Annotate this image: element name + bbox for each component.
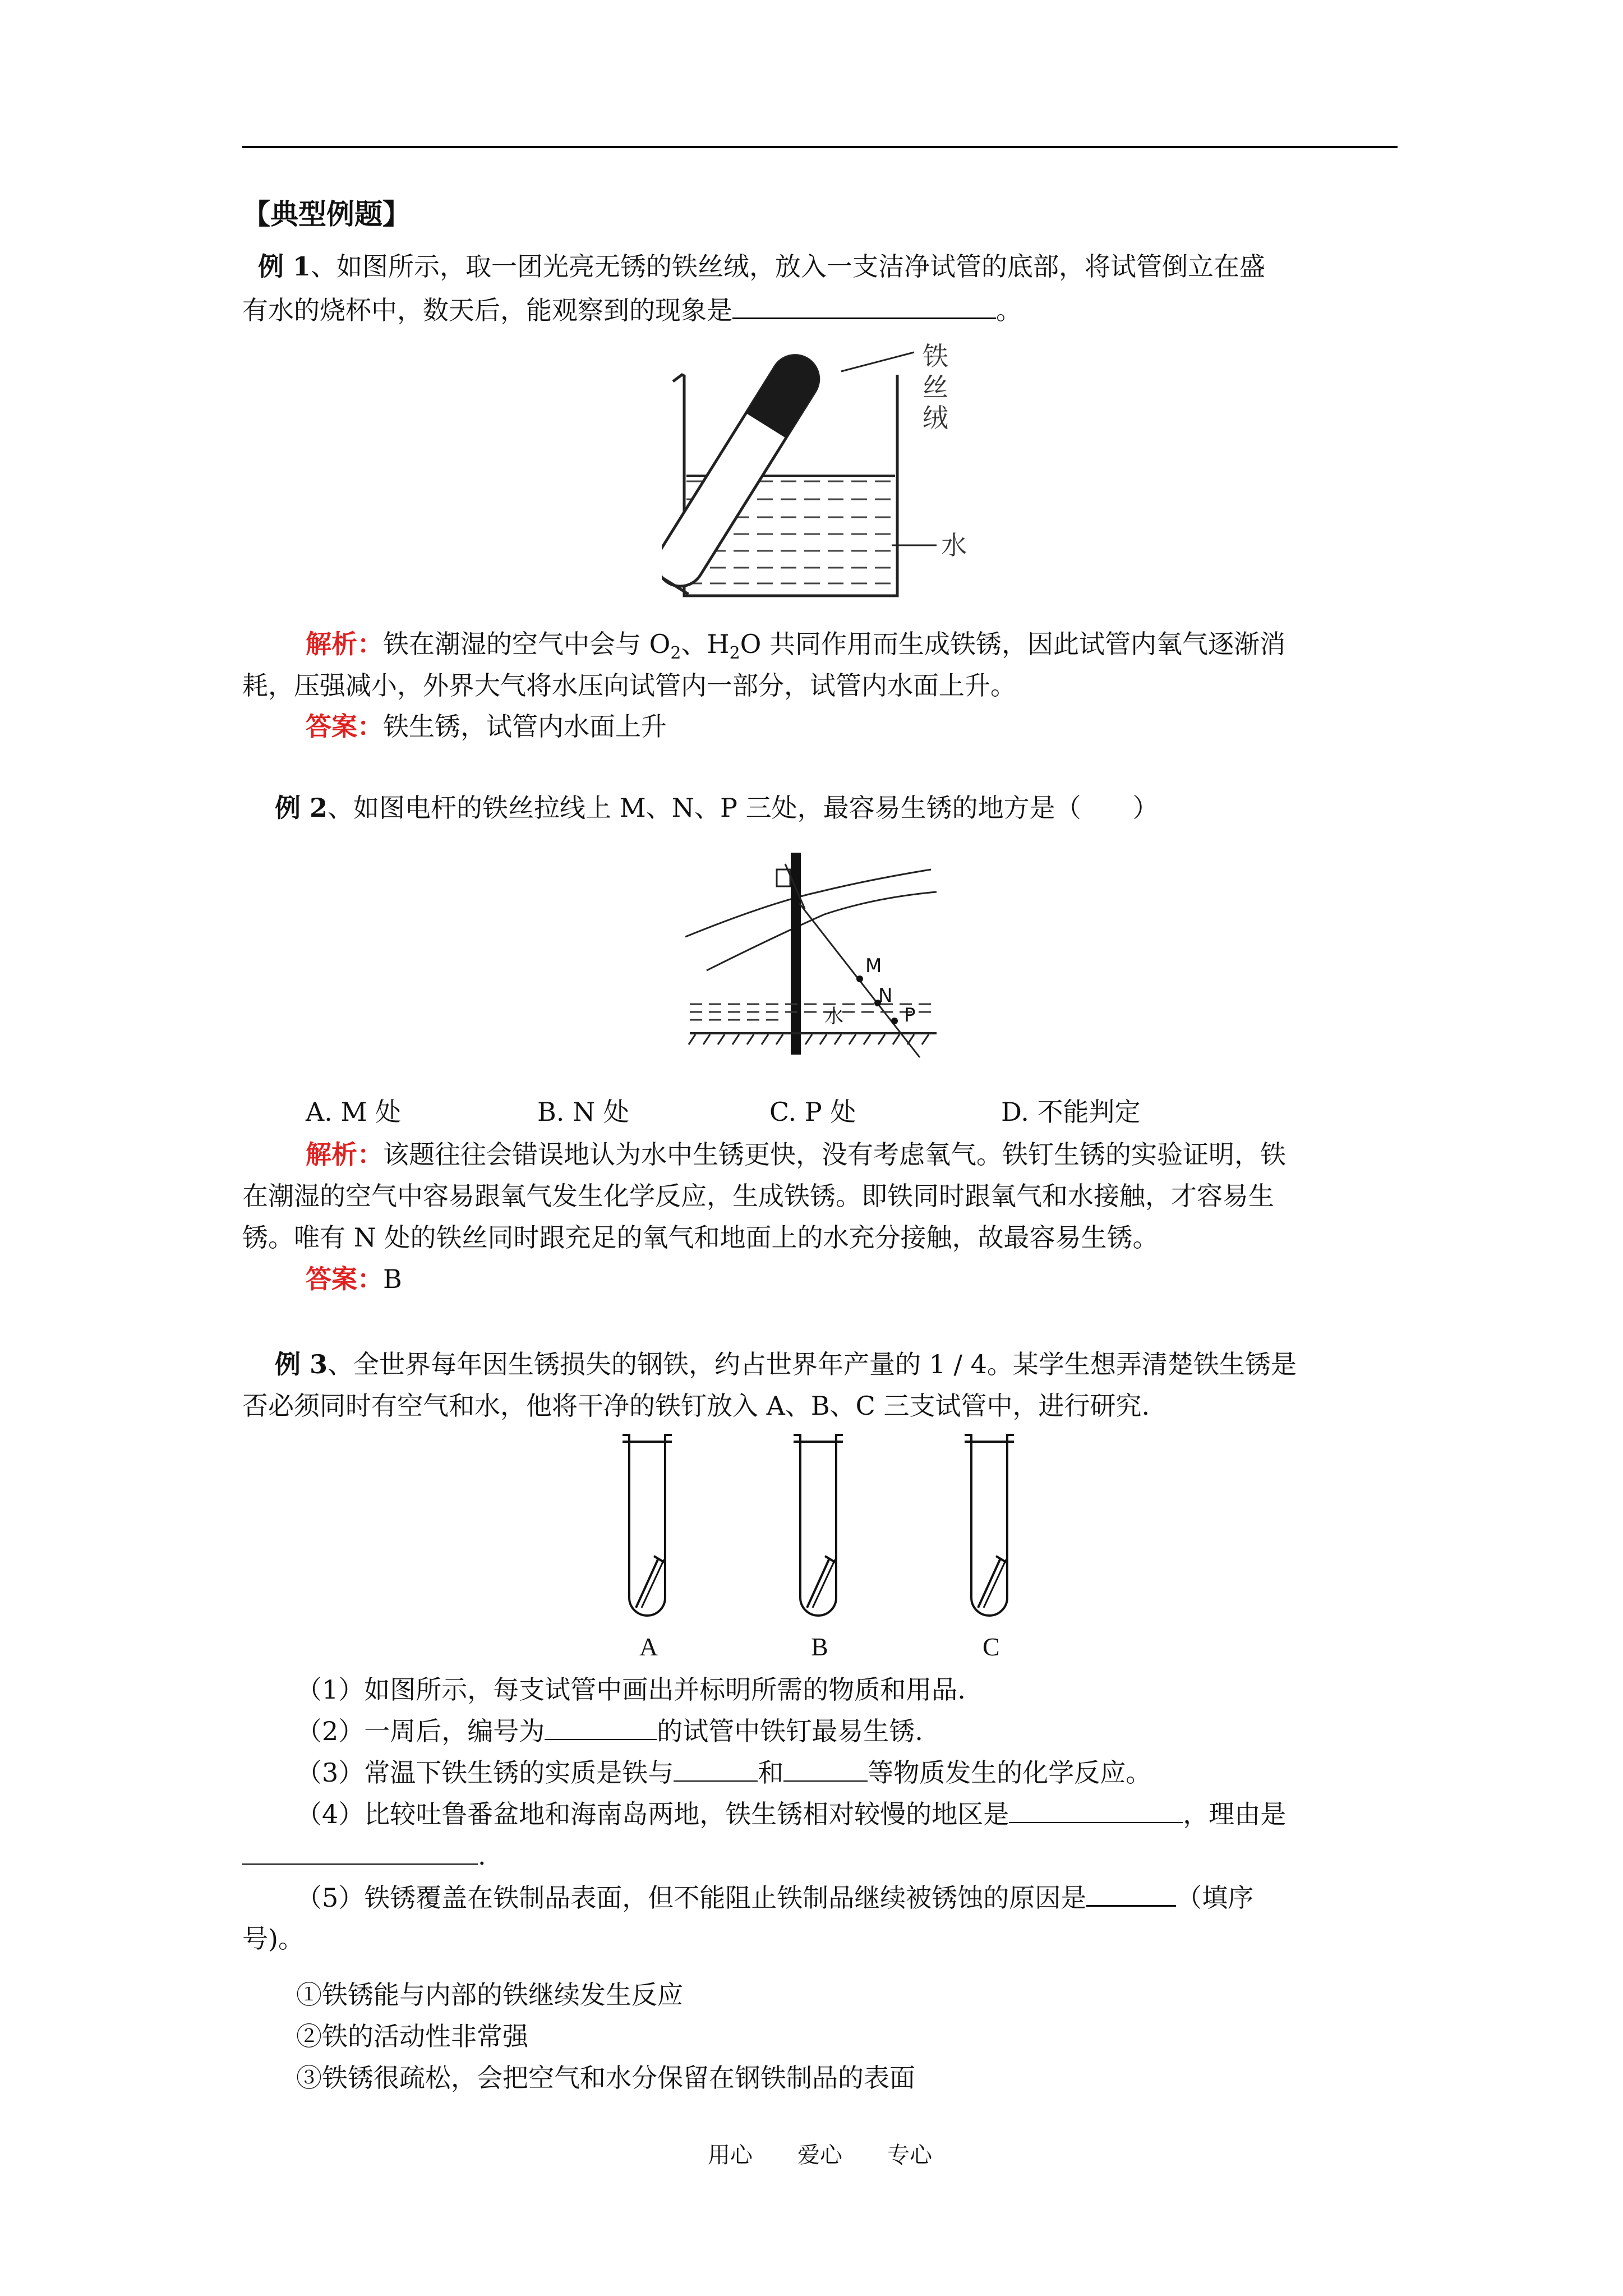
ex1-sub-o2: 2 [670,643,681,664]
ex3-sub2-blank[interactable] [545,1714,657,1740]
section-title: 【典型例题】 [242,197,411,231]
ex2-analysis-line2: 在潮湿的空气中容易跟氧气发生化学反应，生成铁锈。即铁同时跟氧气和水接触，才容易生 [242,1181,1274,1211]
ex1-wool-label-3: 绒 [923,403,948,433]
ex3-q-text1: 、全世界每年因生锈损失的钢铁，约占世界年产量的 1 / 4。某学生想弄清楚铁生锈是 [328,1349,1297,1379]
ex3-tube-label-b: B [811,1632,828,1661]
ex3-sub5 [296,1880,1253,1915]
ex3-sub3-blank-2[interactable] [783,1756,868,1782]
ex3-tube-label-c: C [983,1632,1000,1661]
ex1-analysis-text1b: 、H [681,629,730,659]
ex1-wool-label-1: 铁 [923,341,948,371]
ex1-analysis-text1c: O 共同作用而生成铁锈，因此试管内氧气逐渐消 [740,629,1285,659]
ex3-sub4-end: . [478,1841,486,1871]
ex3-sub2-text-b: 的试管中铁钉最易生锈. [657,1716,923,1746]
ex3-choice-2: ②铁的活动性非常强 [296,2021,528,2051]
ex1-water-label: 水 [941,530,967,560]
ex3-sub3-text-b: 和 [758,1757,784,1788]
ex2-option-b[interactable]: B. N 处 [537,1097,629,1127]
ex3-sub5-text-b: （填序 [1176,1883,1254,1913]
tube-b [794,1435,843,1616]
tube-a [623,1435,672,1616]
ex1-q-text1: 、如图所示，取一团光亮无锈的铁丝绒，放入一支洁净试管的底部，将试管倒立在盛 [311,251,1266,282]
ex2-option-d[interactable]: D. 不能判定 [1001,1097,1141,1127]
ex3-sub4 [296,1797,1286,1831]
ex1-analysis-line1 [306,627,1285,664]
ex1-q-text2: 有水的烧杯中，数天后，能观察到的现象是 [242,295,732,325]
ex1-question-line2 [242,293,1022,327]
ex3-choice-3: ③铁锈很疏松，会把空气和水分保留在钢铁制品的表面 [296,2063,915,2093]
ex2-question [275,791,1159,825]
ex3-choice-1: ①铁锈能与内部的铁继续发生反应 [296,1980,683,2010]
ex3-sub4-blank-2[interactable] [242,1847,478,1865]
ex3-sub4-blank-1[interactable] [1009,1797,1183,1823]
ex1-sub-h2: 2 [729,643,740,664]
ex1-answer-text: 铁生锈，试管内水面上升 [383,711,667,742]
ex2-analysis-line3: 锈。唯有 N 处的铁丝同时跟充足的氧气和地面上的水充分接触，故最容易生锈。 [242,1222,1159,1253]
ex2-number: 例 2 [275,793,328,823]
ex3-sub4-text-b: ，理由是 [1183,1799,1287,1829]
ex1-analysis-line2: 耗，压强减小，外界大气将水压向试管内一部分，试管内水面上升。 [242,670,1016,701]
ex2-answer-line [306,1262,402,1296]
ex3-question-line1 [275,1347,1297,1381]
ex3-sub4-line2 [242,1839,486,1872]
point-M [856,976,863,982]
ex2-label-water: 水 [824,1005,843,1028]
ex2-label-M: M [865,955,882,977]
tube-c [965,1435,1014,1616]
ex2-answer-label: 答案： [306,1264,383,1294]
ex3-question-line2: 否必须同时有空气和水，他将干净的铁钉放入 A、B、C 三支试管中，进行研究. [242,1391,1150,1421]
pole [791,853,801,1055]
ex1-analysis-label: 解析： [306,629,383,659]
ex3-sub2-text-a: （2）一周后，编号为 [296,1716,545,1746]
ex1-answer-label: 答案： [306,711,383,742]
point-P [891,1018,898,1024]
ex1-answer-line [306,710,667,743]
ex3-sub3-blank-1[interactable] [674,1756,758,1782]
ex3-sub1: （1）如图所示，每支试管中画出并标明所需的物质和用品. [296,1674,966,1705]
ex2-option-a[interactable]: A. M 处 [306,1097,402,1127]
header-rule [242,146,1398,148]
ex3-sub5-line2: 号)。 [242,1924,304,1954]
ex3-sub2 [296,1714,923,1748]
ex1-question-line1 [258,250,1265,283]
ex1-analysis-text1a: 铁在潮湿的空气中会与 O [383,629,671,659]
ex1-wool-label-2: 丝 [923,372,948,402]
ex3-tube-label-a: A [639,1632,658,1661]
ex3-sub3-text-a: （3）常温下铁生锈的实质是铁与 [296,1757,674,1788]
ex3-sub4-text-a: （4）比较吐鲁番盆地和海南岛两地，铁生锈相对较慢的地区是 [296,1799,1009,1829]
ex2-answer-text: B [383,1264,402,1294]
ex3-number: 例 3 [275,1349,328,1379]
page-footer: 用心 爱心 专心 [708,2142,932,2168]
ex1-number: 例 1 [258,251,311,282]
ex1-q-end: 。 [996,295,1022,325]
ex2-analysis-line1 [306,1138,1286,1171]
ex1-answer-blank[interactable] [732,293,996,319]
ex2-analysis-label: 解析： [306,1139,383,1170]
ex2-q-text: 、如图电杆的铁丝拉线上 M、N、P 三处，最容易生锈的地方是（ ） [328,793,1159,823]
ex3-figure [617,1429,1043,1620]
ex2-option-c[interactable]: C. P 处 [769,1097,856,1127]
ex2-figure [684,841,942,1066]
ex3-sub3-text-c: 等物质发生的化学反应。 [868,1757,1152,1788]
ex3-sub5-text-a: （5）铁锈覆盖在铁制品表面，但不能阻止铁制品继续被锈蚀的原因是 [296,1883,1087,1913]
ex2-analysis-text1: 该题往往会错误地认为水中生锈更快，没有考虑氧气。铁钉生锈的实验证明，铁 [383,1139,1286,1170]
ex3-sub5-blank[interactable] [1086,1880,1176,1907]
ex2-label-P: P [904,1004,916,1027]
ex2-label-N: N [878,984,893,1007]
ex3-sub3 [296,1756,1151,1789]
